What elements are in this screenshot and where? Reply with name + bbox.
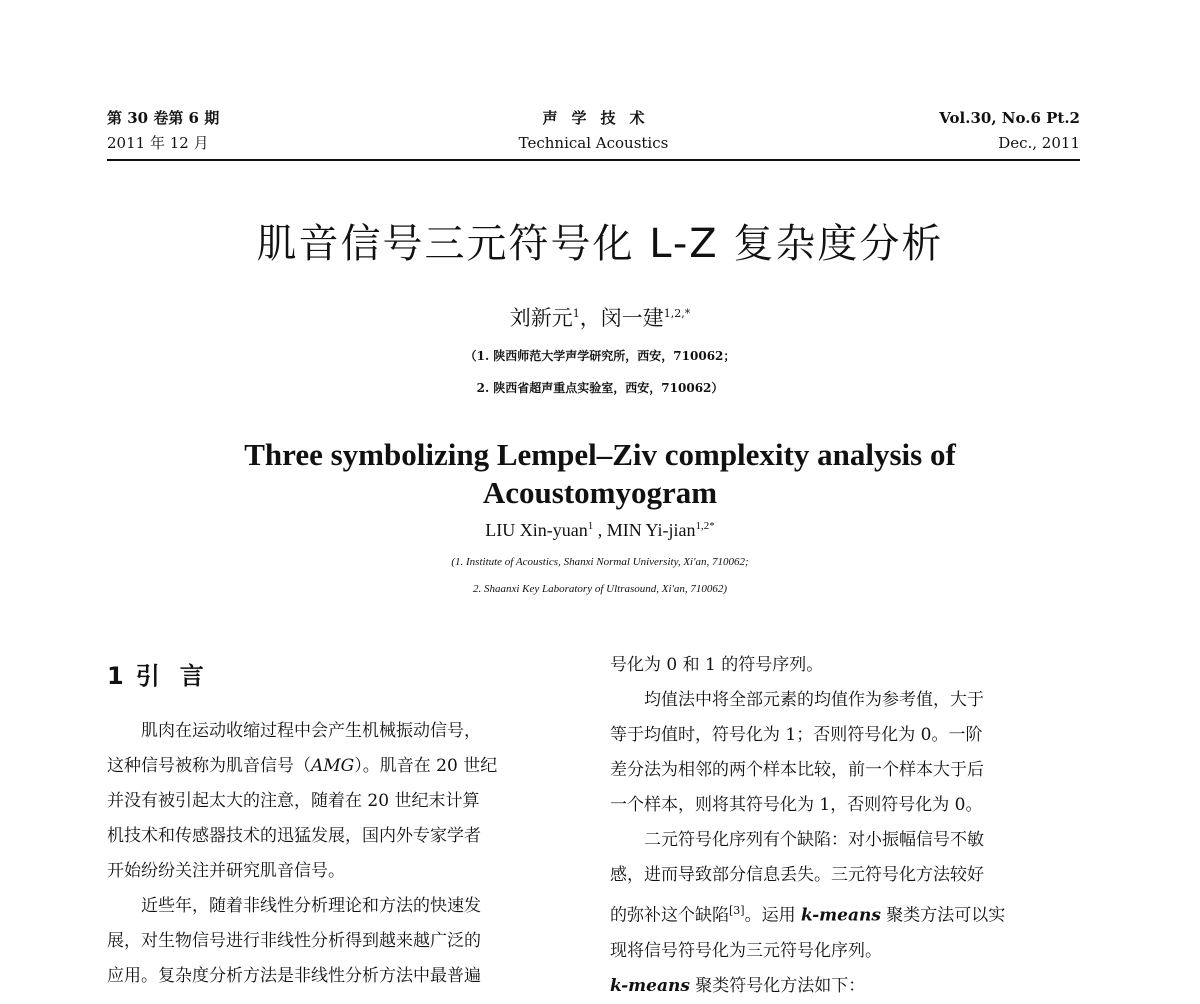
text-line: 肌肉在运动收缩过程中会产生机械振动信号， [141,721,481,741]
text-line: 一个样本，则将其符号化为 1，否则符号化为 0。 [610,795,983,815]
affiliation-cn-2: 2. 陕西省超声重点实验室，西安，710062） [476,381,724,395]
author-2-cn-sup: 1,2,* [663,307,691,320]
text-line [610,893,1080,934]
text-run-italic: k-means [801,905,881,926]
text-line: 展，对生物信号进行非线性分析得到越来越广泛的 [107,931,481,951]
text-run-italic: k-means [610,975,690,996]
date-line-en: Dec., 2011 [998,134,1080,152]
paragraph [107,714,577,889]
text-line: 差分法为相邻的两个样本比较，前一个样本大于后 [610,760,984,780]
text-run: 的弥补这个缺陷 [610,905,729,926]
text-line: 近些年，随着非线性分析理论和方法的快速发 [141,896,481,916]
text-line: 二元符号化序列有个缺陷：对小振幅信号不敏 [644,830,984,850]
author-2-en-sup: 1,2* [695,520,715,532]
section-heading [107,652,577,700]
journal-name-cn: 声学技术 [542,109,659,127]
affiliation-en-1: (1. Institute of Acoustics, Shanxi Normal University, Xi'an, 710062; [451,556,749,568]
text-line: 开始纷纷关注并研究肌音信号。 [107,861,345,881]
body-column-right [610,648,1080,1004]
volume-issue-en [939,106,1080,156]
text-run: ）。肌音在 20 世纪 [354,756,498,776]
journal-name [107,106,1080,156]
section-title: 引言 [135,662,224,690]
text-line: 等于均值时，符号化为 1；否则符号化为 0。一阶 [610,725,983,745]
authors-cn [0,302,1200,332]
journal-name-en: Technical Acoustics [518,134,669,152]
text-run: 这种信号被称为肌音信号（ [107,756,311,776]
author-1-en: LIU Xin-yuan [485,520,588,540]
text-run-italic: AMG [311,756,355,776]
header-rule [107,159,1080,161]
text-run: 聚类符号化方法如下： [689,975,866,996]
text-line: 应用。复杂度分析方法是非线性分析方法中最普遍 [107,966,481,986]
text-line: 均值法中将全部元素的均值作为参考值，大于 [644,690,984,710]
author-separator-en: , [593,520,607,540]
section-number: 1 [107,662,124,690]
text-run: 聚类方法可以实 [880,905,1006,926]
author-separator-cn: ， [579,306,601,330]
running-header [107,106,1080,162]
text-line: 现将信号符号化为三元符号化序列。 [610,940,882,961]
text-line: 机技术和传感器技术的迅猛发展，国内外专家学者 [107,826,481,846]
body-column-left [107,640,577,994]
text-line [107,749,577,784]
author-2-en: MIN Yi-jian [606,520,696,540]
paragraph [610,969,1080,1004]
author-1-cn: 刘新元 [509,306,573,330]
paragraph [107,889,577,994]
volume-line: 第 30 卷第 6 期 [107,109,220,127]
text-run: 。运用 [744,905,801,926]
date-line-cn: 2011 年 12 月 [107,134,209,152]
paragraph [610,683,1080,823]
title-en [0,436,1200,512]
paragraph [610,648,1080,683]
author-1-en-sup: 1 [587,520,594,532]
affiliation-en-2: 2. Shaanxi Key Laboratory of Ultrasound, Xi'an, 710062) [472,583,728,595]
title-cn: 肌音信号三元符号化 L-Z 复杂度分析 [256,221,944,267]
paragraph [610,823,1080,969]
title-en-line-1: Three symbolizing Lempel–Ziv complexity analysis of [244,437,956,472]
affiliation-cn-1: （1. 陕西师范大学声学研究所，西安，710062； [464,349,736,363]
text-line: 感，进而导致部分信息丢失。三元符号化方法较好 [610,865,984,885]
author-1-cn-sup: 1 [572,307,580,320]
text-line: 号化为 0 和 1 的符号序列。 [610,655,824,675]
authors-en [0,520,1200,541]
title-en-line-2: Acoustomyogram [482,475,718,510]
citation-ref: [3] [729,904,745,917]
author-2-cn: 闵一建 [600,306,664,330]
text-line [610,969,1080,1004]
volume-line-en: Vol.30, No.6 Pt.2 [939,109,1080,127]
text-line: 并没有被引起太大的注意，随着在 20 世纪末计算 [107,791,480,811]
